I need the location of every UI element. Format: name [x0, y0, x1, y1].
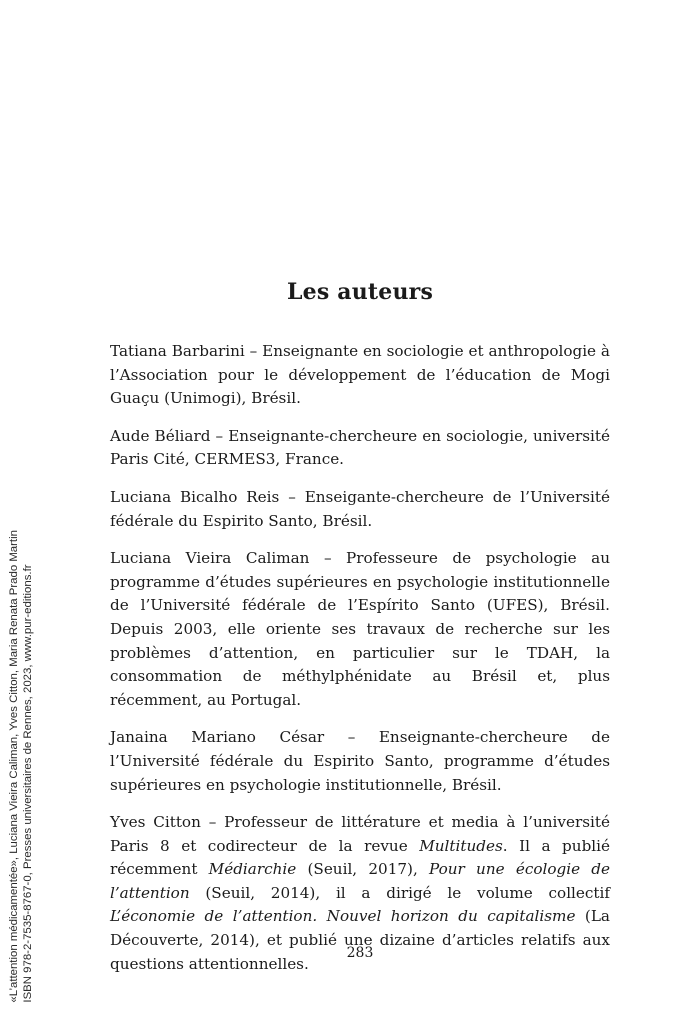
bio-text: (Seuil, 2014), il a dirigé le volume collectif: [189, 883, 610, 902]
isbn-line: ISBN 978-2-7535-8767-0, Presses universitaires de Rennes, 2023, www.pur-editions.fr: [21, 564, 34, 1003]
bio-paragraph: Luciana Bicalho Reis – Enseigante-chercheure de l’Université fédérale du Espirito Santo, Brésil.: [110, 487, 610, 530]
journal-title: Multitudes: [419, 836, 503, 855]
bio-text: (Seuil, 2017),: [296, 860, 430, 879]
bio-text: . Il a publié récemment: [110, 836, 610, 879]
bio-paragraph: Tatiana Barbarini – Enseignante en sociologie et anthropologie à l’Association pour le développement de l’éducation de Mogi Guaçu (Unimogi), Brésil.: [110, 342, 610, 408]
citation-line: «L’attention médicamentée», Luciana Vieira Caliman, Yves Citton, Maria Renata Prado Martin: [8, 530, 20, 1003]
bio-paragraph: Aude Béliard – Enseignante-chercheure en sociologie, université Paris Cité, CERMES3, France.: [110, 426, 610, 469]
author-bios: [110, 340, 610, 990]
book-title: L’économie de l’attention. Nouvel horizon du capitalisme: [110, 907, 576, 926]
copyright-sidebar: [8, 443, 36, 1003]
bio-text: Yves Citton – Professeur de littérature et media à l’université Paris 8 et codirecteur de la revue: [110, 813, 610, 855]
bio-text: (La Découverte, 2014), et publié une dizaine d’articles relatifs aux questions attentionnelles.: [110, 907, 610, 973]
book-title: Médiarchie: [208, 860, 297, 879]
bio-paragraph: Janaina Mariano César – Enseignante-chercheure de l’Université fédérale du Espirito Santo, programme d’études supérieures en psychologie institutionnelle, Brésil.: [110, 728, 610, 794]
page-number: 283: [346, 945, 374, 961]
bio-paragraph: Luciana Vieira Caliman – Professeure de psychologie au programme d’études supérieures en psychologie institutionnelle de l’Université fédérale de l’Espírito Santo (UFES), Brésil. Depuis 2003, elle oriente ses travaux de recherche sur les problèmes d’attention, en particulier sur le TDAH, la consommation de méthylphénidate au Brésil et, plus récemment, au Portugal.: [110, 549, 610, 709]
book-title: Pour une écologie de l’attention: [110, 860, 611, 902]
page-title: Les auteurs: [286, 278, 434, 305]
